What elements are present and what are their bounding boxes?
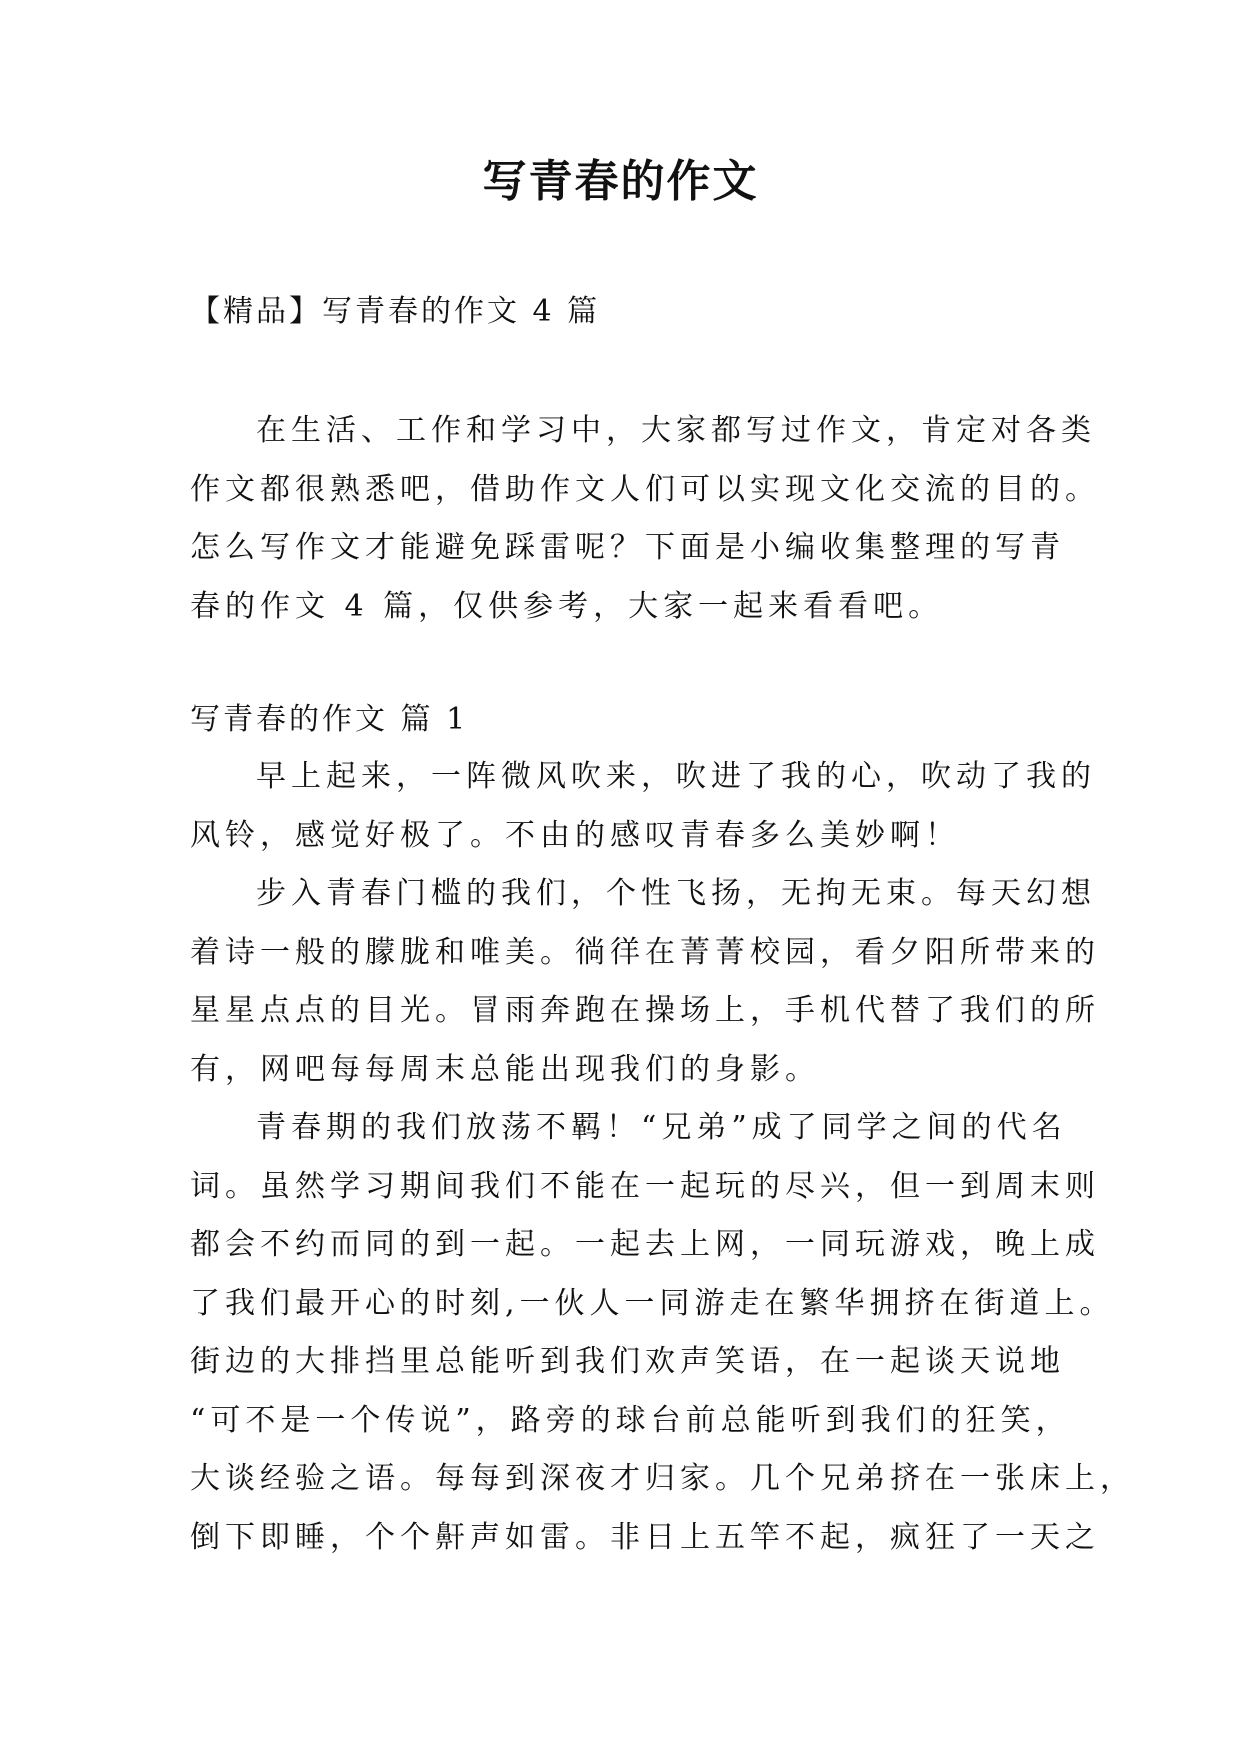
body-line: 步入青春门槛的我们，个性飞扬，无拘无束。每天幻想 — [256, 876, 1096, 911]
body-line: 青春期的我们放荡不羁！“兄弟”成了同学之间的代名 — [256, 1110, 1067, 1145]
section-body — [190, 748, 1135, 1567]
body-line: 着诗一般的朦胧和唯美。徜徉在菁菁校园，看夕阳所带来的 — [190, 934, 1100, 970]
body-line: 星星点点的目光。冒雨奔跑在操场上，手机代替了我们的所 — [190, 993, 1100, 1028]
body-line: 有，网吧每每周末总能出现我们的身影。 — [190, 1051, 820, 1087]
body-line: 倒下即睡，个个鼾声如雷。非日上五竿不起，疯狂了一天之 — [190, 1519, 1100, 1555]
document-title: 写青春的作文 — [482, 156, 759, 207]
intro-line: 作文都很熟悉吧，借助作文人们可以实现文化交流的目的。 — [190, 471, 1100, 507]
body-line: 大谈经验之语。每每到深夜才归家。几个兄弟挤在一张床上， — [190, 1461, 1135, 1496]
intro-line: 怎么写作文才能避免踩雷呢？下面是小编收集整理的写青 — [190, 530, 1065, 565]
body-line: 早上起来，一阵微风吹来，吹进了我的心，吹动了我的 — [256, 759, 1096, 794]
intro-paragraph — [190, 402, 1100, 636]
intro-line: 春的作文 4 篇，仅供参考，大家一起来看看吧。 — [190, 588, 944, 624]
section-heading: 写青春的作文 篇 1 — [190, 702, 469, 737]
body-line: “可不是一个传说”，路旁的球台前总能听到我们的狂笑， — [190, 1402, 1071, 1438]
body-line: 街边的大排挡里总能听到我们欢声笑语，在一起谈天说地 — [190, 1344, 1065, 1379]
body-line: 都会不约而同的到一起。一起去上网，一同玩游戏，晚上成 — [190, 1227, 1100, 1262]
intro-line: 在生活、工作和学习中，大家都写过作文，肯定对各类 — [256, 413, 1096, 448]
body-line: 风铃，感觉好极了。不由的感叹青春多么美妙啊！ — [190, 817, 960, 853]
body-line: 了我们最开心的时刻,一伙人一同游走在繁华拥挤在街道上。 — [190, 1285, 1115, 1321]
document-subtitle: 【精品】写青春的作文 4 篇 — [190, 294, 601, 329]
body-line: 词。虽然学习期间我们不能在一起玩的尽兴，但一到周末则 — [190, 1168, 1100, 1204]
